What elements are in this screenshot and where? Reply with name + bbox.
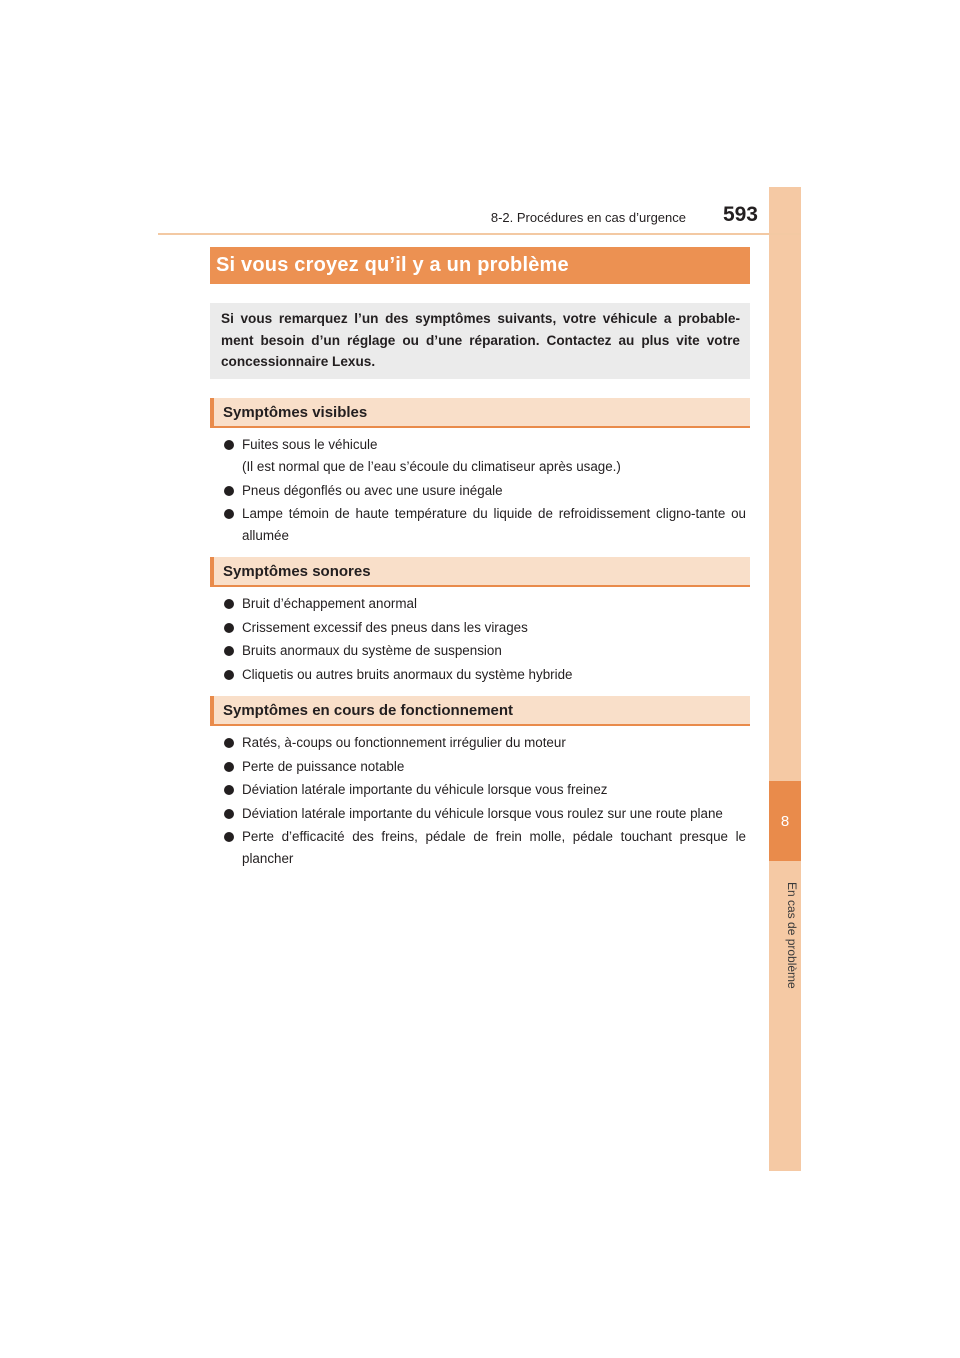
bullet-icon [224,599,234,609]
list-item-text: Déviation latérale importante du véhicule lorsque vous roulez sur une route plane [242,805,723,821]
symptom-list-sound [222,593,746,687]
section-header: 8-2. Procédures en cas d’urgence [490,210,686,225]
list-item-text: Ratés, à-coups ou fonctionnement irrégulier du moteur [242,735,566,750]
intro-paragraph: Si vous remarquez l’un des symptômes suivants, votre véhicule a probable-ment besoin d’un réglage ou d’une réparation. Contactez au plus vite votre concessionnaire Lexus. [210,303,750,379]
list-item [222,480,746,502]
section-heading-operation: Symptômes en cours de fonctionnement [210,696,750,726]
list-item [222,593,746,615]
list-item-text: Pneus dégonflés ou avec une usure inégale [242,482,503,498]
list-item [222,434,746,478]
list-item [222,503,746,547]
list-item [222,756,746,778]
bullet-icon [224,670,234,680]
list-item-text: Bruits anormaux du système de suspension [242,643,502,658]
bullet-icon [224,738,234,748]
chapter-side-tab [769,187,801,1171]
section-heading-sound: Symptômes sonores [210,557,750,587]
bullet-icon [224,762,234,772]
bullet-icon [224,832,234,842]
list-item-text: Crissement excessif des pneus dans les virages [242,619,528,635]
list-item [222,779,746,801]
symptom-list-visible [222,434,746,549]
symptom-list-operation [222,732,746,872]
bullet-icon [224,623,234,633]
chapter-number: 8 [769,781,801,861]
list-item-text: Déviation latérale importante du véhicule lorsque vous freinez [242,782,608,797]
section-heading-visible: Symptômes visibles [210,398,750,428]
list-item-note: (Il est normal que de l’eau s’écoule du climatiseur après usage.) [242,459,621,474]
bullet-icon [224,486,234,496]
list-item-text: Fuites sous le véhicule [242,437,378,452]
header-divider [158,233,801,235]
list-item [222,640,746,662]
list-item [222,826,746,870]
list-item-text: Bruit d’échappement anormal [242,596,417,611]
bullet-icon [224,509,234,519]
page-title: Si vous croyez qu’il y a un problème [210,247,750,284]
bullet-icon [224,809,234,819]
bullet-icon [224,646,234,656]
list-item-text: Perte de puissance notable [242,758,405,774]
list-item [222,803,746,825]
list-item-text: Perte d’efficacité des freins, pédale de frein molle, pédale touchant presque le plancher [242,829,746,866]
bullet-icon [224,440,234,450]
page-number: 593 [722,203,758,226]
list-item-text: Cliquetis ou autres bruits anormaux du système hybride [242,666,573,682]
list-item [222,732,746,754]
list-item [222,617,746,639]
list-item [222,664,746,686]
bullet-icon [224,785,234,795]
chapter-label: En cas de problème [785,881,799,989]
list-item-text: Lampe témoin de haute température du liquide de refroidissement cligno-tante ou allumée [242,506,746,543]
